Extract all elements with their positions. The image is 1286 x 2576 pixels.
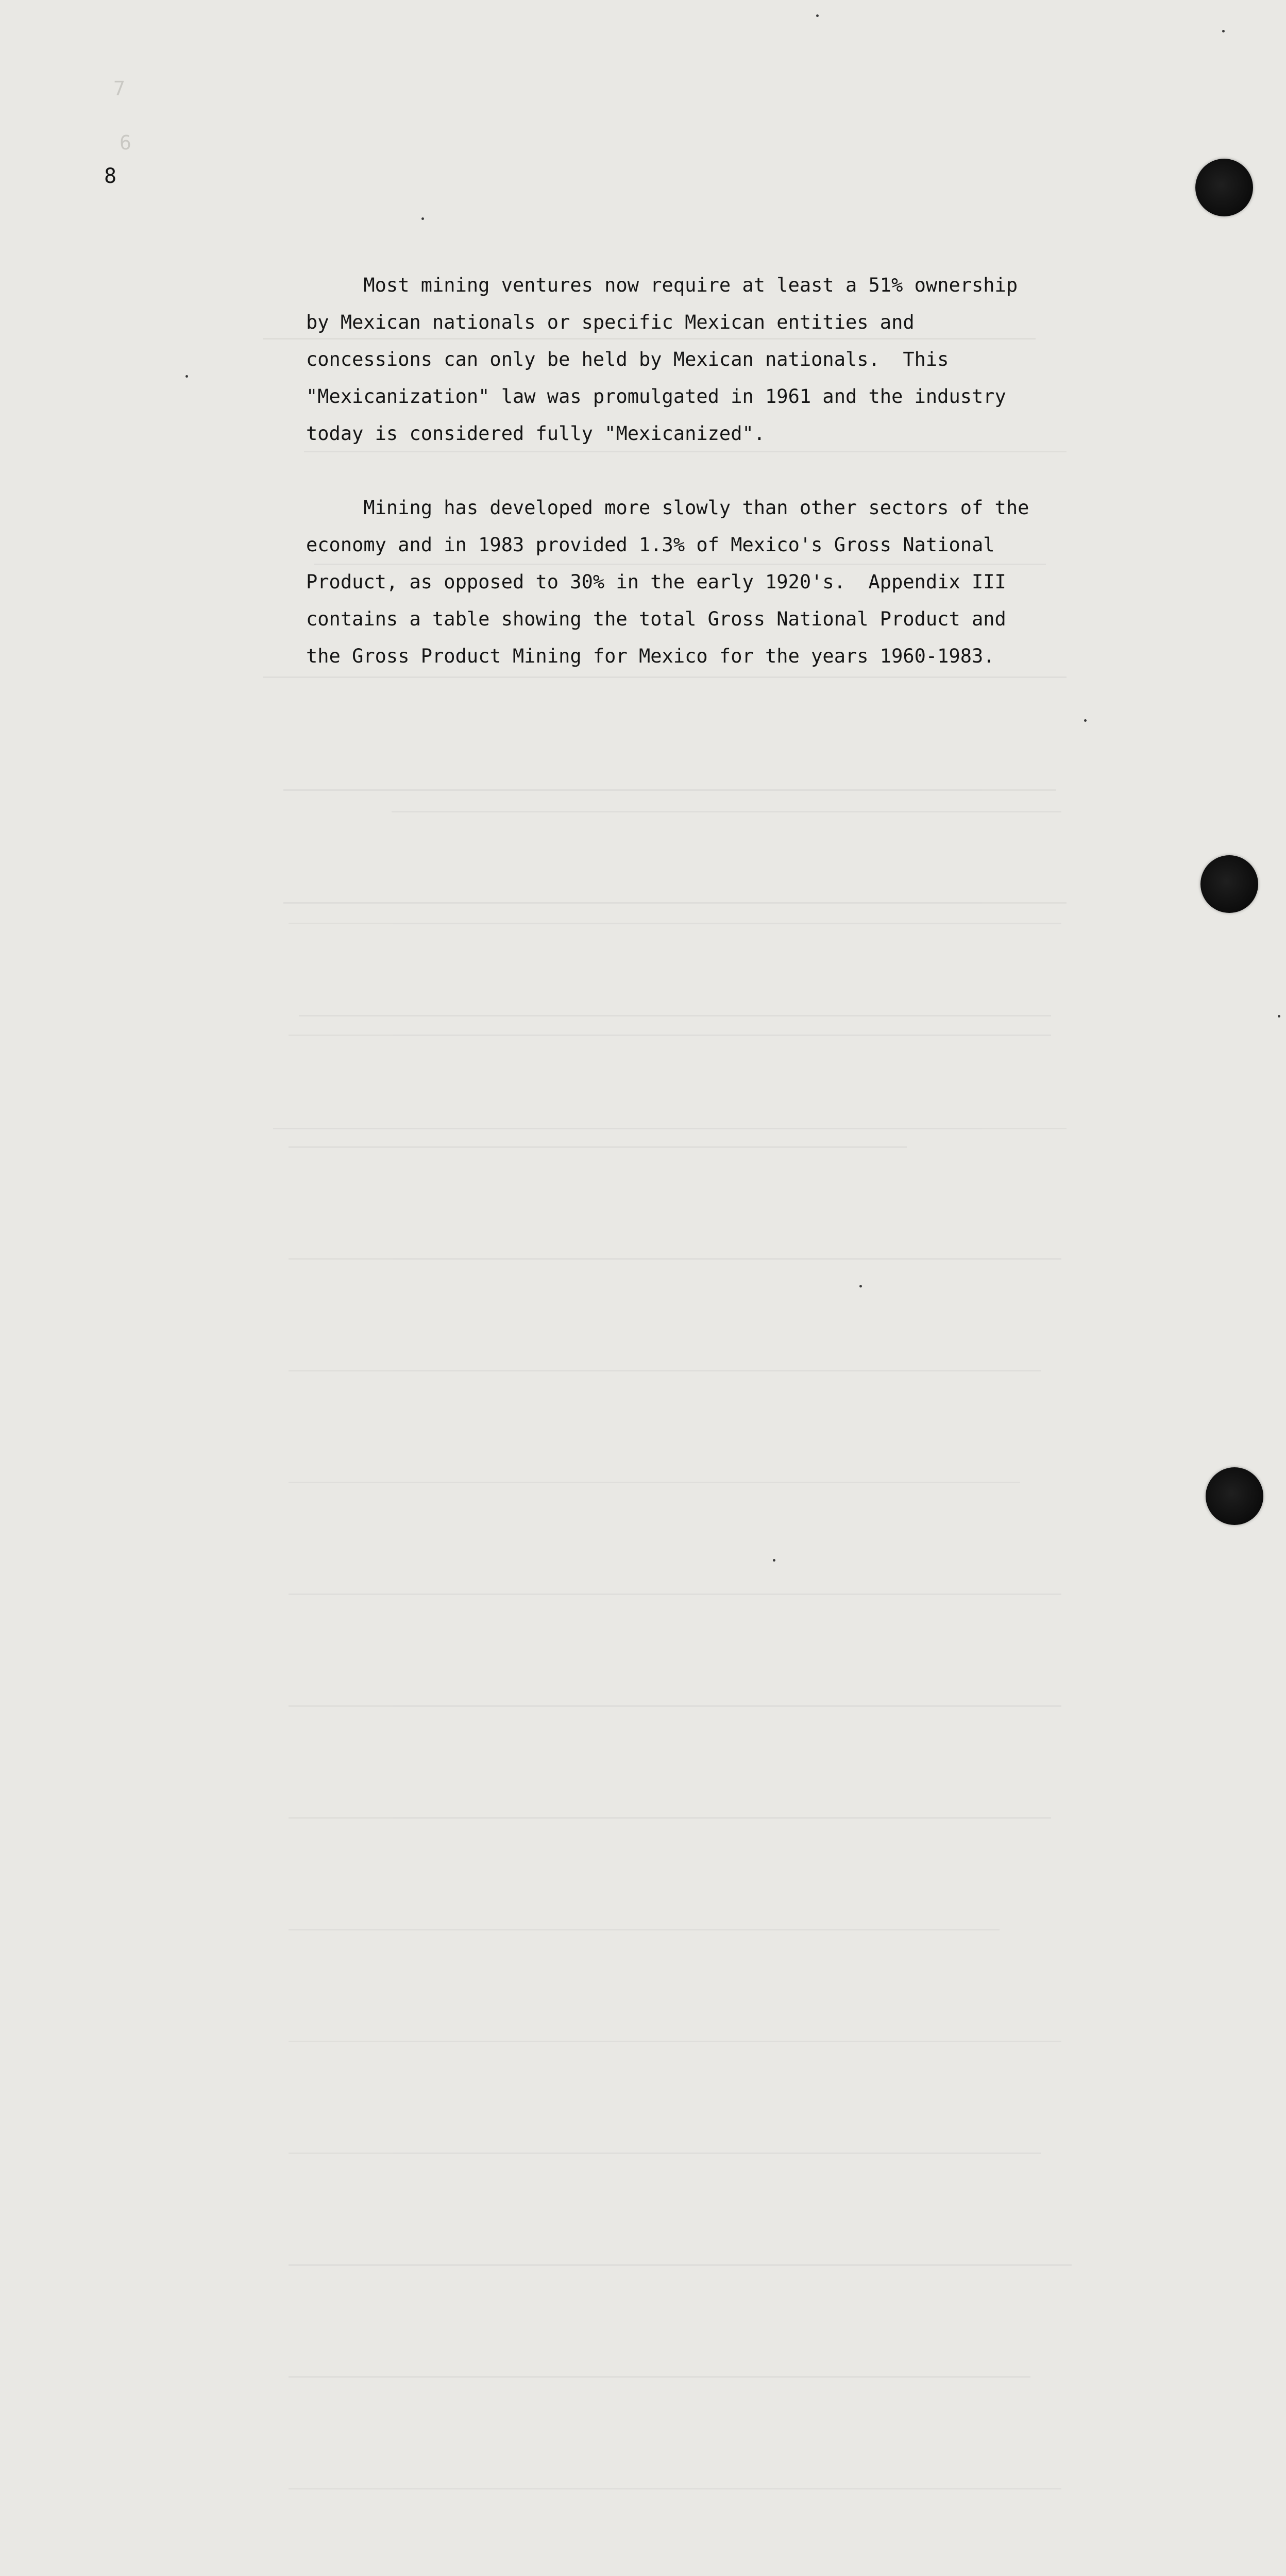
text-line: concessions can only be held by Mexican nationals. This xyxy=(306,348,949,370)
text-line: the Gross Product Mining for Mexico for the years 1960-1983. xyxy=(306,645,995,667)
text-line: economy and in 1983 provided 1.3% of Mexico's Gross National xyxy=(306,534,995,556)
dust-speck xyxy=(1222,30,1225,32)
dust-speck xyxy=(816,14,819,17)
dust-speck xyxy=(185,375,188,378)
page-number: 8 xyxy=(104,164,117,188)
text-line: "Mexicanization" law was promulgated in 1961 and the industry xyxy=(306,385,1006,408)
dust-speck xyxy=(421,217,424,220)
dust-speck xyxy=(773,1559,775,1562)
text-line: Mining has developed more slowly than other sectors of the xyxy=(306,497,1029,519)
text-line: today is considered fully "Mexicanized". xyxy=(306,422,766,445)
dust-speck xyxy=(859,1285,862,1287)
faint-page-mark: 7 xyxy=(113,77,125,100)
dust-speck xyxy=(1278,1015,1280,1018)
dust-speck xyxy=(1084,719,1087,722)
text-line: contains a table showing the total Gross National Product and xyxy=(306,608,1006,630)
text-line: by Mexican nationals or specific Mexican entities and xyxy=(306,311,915,333)
paragraph-mining-gnp xyxy=(306,489,1110,675)
punch-hole xyxy=(1200,855,1258,913)
punch-hole xyxy=(1195,159,1253,216)
faint-page-mark: 6 xyxy=(120,131,131,154)
text-line: Most mining ventures now require at least a 51% ownership xyxy=(306,274,1018,296)
paragraph-mexicanization xyxy=(306,267,1110,452)
punch-hole xyxy=(1206,1467,1263,1525)
text-line: Product, as opposed to 30% in the early 1920's. Appendix III xyxy=(306,571,1006,593)
show-through-text xyxy=(289,701,1072,2576)
